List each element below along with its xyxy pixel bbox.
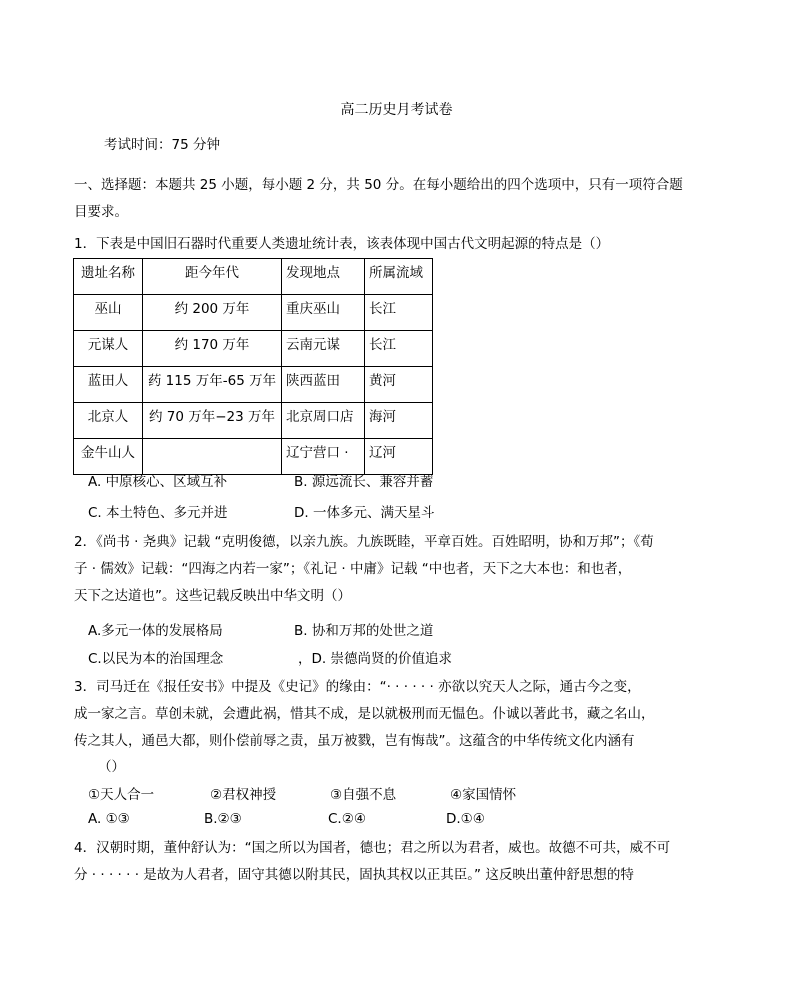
q1-option-a[interactable]: A. 中原核心、区域互补 — [88, 474, 228, 490]
table-header: 遗址名称 — [74, 259, 143, 295]
q2-stem-line3: 天下之达道也”。这些记载反映出中华文明（） — [74, 588, 351, 604]
table-header-row — [74, 259, 433, 295]
table-cell: 辽宁营口 · — [282, 439, 365, 475]
table-header: 所属流域 — [365, 259, 433, 295]
q1-option-c[interactable]: C. 本土特色、多元并进 — [88, 505, 228, 521]
q1-option-d[interactable]: D. 一体多元、满天星斗 — [294, 505, 435, 521]
q4-stem-line2: 分 · · · · · · 是故为人君者，固守其德以附其民，固执其权以正其臣。” 这反映出董仲舒思想的特 — [74, 867, 634, 883]
section-intro-line2: 目要求。 — [74, 204, 128, 220]
table-row — [74, 331, 433, 367]
table-cell: 辽河 — [365, 439, 433, 475]
table-cell: 长江 — [365, 295, 433, 331]
q3-item: ③自强不息 — [330, 787, 397, 803]
q3-item: ①天人合一 — [88, 787, 155, 803]
q3-item: ④家国情怀 — [450, 787, 517, 803]
table-cell: 陕西蓝田 — [282, 367, 365, 403]
section-intro-line1: 一、选择题：本题共 25 小题，每小题 2 分，共 50 分。在每小题给出的四个选项中，只有一项符合题 — [74, 177, 683, 193]
table-row — [74, 295, 433, 331]
q1-option-b[interactable]: B. 源远流长、兼容并蓄 — [294, 474, 434, 490]
table-cell: 重庆巫山 — [282, 295, 365, 331]
table-cell: 长江 — [365, 331, 433, 367]
table-cell: 黄河 — [365, 367, 433, 403]
q2-option-d[interactable]: ，D. 崇德尚贤的价值追求 — [298, 651, 452, 667]
q3-stem-line1: 3．司马迁在《报任安书》中提及《史记》的缘由：“· · · · · · 亦欲以究天人之际，通古今之变， — [74, 679, 641, 695]
exam-time: 考试时间：75 分钟 — [104, 137, 220, 153]
q3-option-b[interactable]: B.②③ — [204, 811, 242, 827]
q2-stem-line2: 子 · 儒效》记载：“四海之内若一家”；《礼记 · 中庸》记载 “中也者，天下之大本也：和也者， — [74, 561, 632, 577]
table-header: 距今年代 — [143, 259, 282, 295]
table-cell: 约 200 万年 — [143, 295, 282, 331]
q2-option-a[interactable]: A.多元一体的发展格局 — [88, 623, 223, 639]
q3-stem-line2: 成一家之言。草创未就，会遭此祸，惜其不成，是以就极刑而无愠色。仆诚以著此书，藏之名山， — [74, 706, 655, 722]
q2-stem-line1: 2．《尚书 · 尧典》记载 “克明俊德，以亲九族。九族既睦，平章百姓。百姓昭明，协和万邦”；《荀 — [74, 534, 654, 550]
page-title: 高二历史月考试卷 — [340, 102, 453, 118]
q1-stem: 1．下表是中国旧石器时代重要人类遗址统计表，该表体现中国古代文明起源的特点是（） — [74, 236, 610, 252]
table-cell: 约 70 万年−23 万年 — [143, 403, 282, 439]
table-cell: 元谋人 — [74, 331, 143, 367]
q3-item: ②君权神授 — [210, 787, 277, 803]
table-cell: 云南元谋 — [282, 331, 365, 367]
q3-option-a[interactable]: A. ①③ — [88, 811, 130, 827]
table-header: 发现地点 — [282, 259, 365, 295]
table-cell: 巫山 — [74, 295, 143, 331]
table-row — [74, 403, 433, 439]
table-cell: 金牛山人 — [74, 439, 143, 475]
q3-stem-line3: 传之其人，通邑大都，则仆偿前辱之责，虽万被戮，岂有悔哉”。这蕴含的中华传统文化内涵有 — [74, 733, 635, 749]
q3-option-c[interactable]: C.②④ — [328, 811, 366, 827]
q2-option-b[interactable]: B. 协和万邦的处世之道 — [294, 623, 434, 639]
table-cell: 北京周口店 — [282, 403, 365, 439]
q2-option-c[interactable]: C.以民为本的治国理念 — [88, 651, 224, 667]
table-cell: 药 115 万年-65 万年 — [143, 367, 282, 403]
q3-option-d[interactable]: D.①④ — [446, 811, 485, 827]
table-cell: 北京人 — [74, 403, 143, 439]
table-cell: 蓝田人 — [74, 367, 143, 403]
sites-table — [73, 258, 433, 475]
table-cell: 海河 — [365, 403, 433, 439]
q3-stem-line4: （） — [98, 759, 125, 775]
table-row — [74, 367, 433, 403]
table-cell: 约 170 万年 — [143, 331, 282, 367]
q4-stem-line1: 4．汉朝时期，董仲舒认为：“国之所以为国者，德也；君之所以为君者，威也。故德不可共，威不可 — [74, 840, 671, 856]
